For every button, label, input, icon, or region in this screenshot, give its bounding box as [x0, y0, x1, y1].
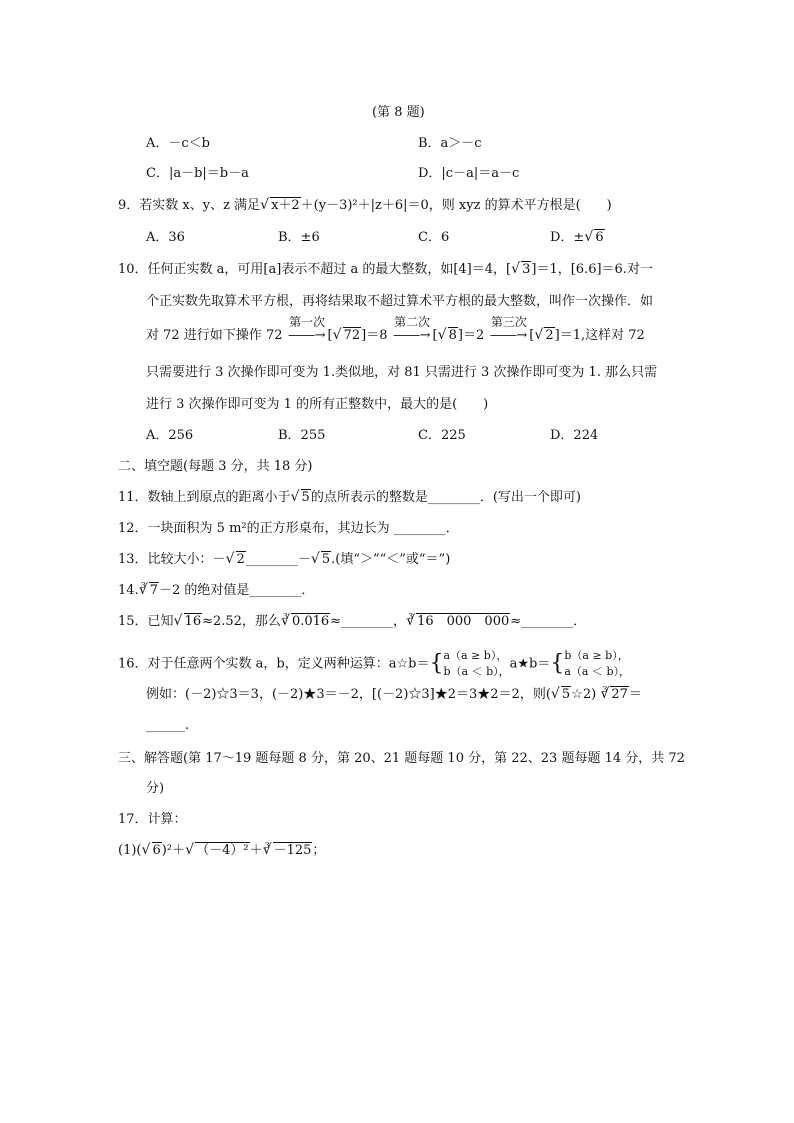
q10-line-3: [146, 315, 645, 345]
sqrt-radical: [292, 489, 311, 507]
q9-radicand: x＋2: [271, 198, 300, 213]
q16-pre: 16．对于任意两个实数 a，b，定义两种运算：a: [118, 656, 397, 672]
sqrt-radical: [334, 327, 362, 345]
q10-option-c: C．225: [418, 428, 466, 443]
radicand: －125: [273, 843, 312, 858]
q17-p1-b: ＋: [249, 843, 263, 858]
sqrt-radical: [312, 551, 331, 569]
left-brace-icon: {: [550, 651, 565, 676]
radicand: 0.016: [291, 614, 330, 629]
sqrt-radical: [552, 686, 571, 704]
figure-caption: (第 8 题): [372, 105, 425, 120]
radicand: 6: [152, 843, 161, 858]
q16-definition: [118, 648, 630, 680]
q14: [118, 582, 314, 600]
sqrt-radical: [186, 842, 249, 860]
root-index: 3: [282, 612, 289, 621]
q10-option-b: B．255: [278, 428, 326, 443]
root-index: 3: [408, 612, 414, 621]
bracket: [: [432, 328, 438, 343]
q10-line-1a: 10．任何正实数 a，可用[a]表示不超过 a 的最大整数，如[4]＝4，[: [118, 262, 512, 277]
arrow-label: 第三次: [490, 315, 527, 329]
sqrt-radical: [585, 229, 604, 247]
radicand: 72: [343, 328, 361, 343]
q14-post: －2 的绝对值是________．: [158, 583, 315, 598]
right-arrow-icon: ――→: [490, 328, 528, 343]
q10-line-2: 个正实数先取算术平方根，再将结果取不超过算术平方根的最大整数，叫作一次操作．如: [146, 294, 654, 309]
radicand: 5: [561, 687, 571, 702]
result: ]＝1,这样对 72: [554, 328, 645, 343]
sqrt-radical: [535, 327, 554, 345]
q16-mid: a: [509, 656, 518, 672]
q14-pre: 14.: [118, 583, 139, 598]
case-2: b（a ＜ b），: [443, 665, 510, 678]
q10-line-4: 只需要进行 3 次操作即可变为 1.类似地，对 81 只需进行 3 次操作即可变为 1. 那么只需: [146, 365, 658, 380]
sqrt-radical: [227, 551, 246, 569]
cube-root: [281, 613, 330, 631]
q16-eq: b＝: [408, 656, 430, 672]
cube-root: [139, 582, 159, 600]
bracket: [: [327, 328, 333, 343]
q17-title: 17．计算：: [118, 812, 187, 827]
radicand: 16 000 000: [417, 614, 510, 629]
q16-example-mid: ☆2): [571, 687, 601, 702]
cube-root: [263, 842, 313, 860]
q9-stem: [118, 197, 612, 215]
sqrt-radical: [143, 842, 162, 860]
q10-option-a: A．256: [146, 428, 194, 443]
q15-pre: 15．已知: [118, 614, 174, 629]
sqrt-radical: [175, 613, 203, 631]
q9-option-d-radicand: 6: [595, 230, 604, 245]
operation-arrow-2: [393, 315, 431, 345]
operation-arrow-3: [490, 315, 528, 345]
root-index: 3: [140, 581, 146, 590]
q9-stem-post: ＋(y－3)²＋|z＋6|＝0，则 xyz 的算术平方根是( ): [300, 198, 612, 213]
arrow-label: 第一次: [289, 315, 326, 329]
q17-p1-pre: (1)(: [118, 843, 142, 858]
q10-line-3a: 对 72 进行如下操作 72: [146, 328, 283, 343]
q10-option-d: D．224: [550, 428, 599, 443]
q10-radicand: 3: [522, 262, 531, 277]
q11: [118, 489, 581, 507]
q17-part-1: [118, 842, 325, 860]
q13-post: .(填“＞”“＜”或“＝”): [331, 552, 451, 567]
piecewise-2: [564, 648, 630, 680]
q15-mid1: ≈2.52，那么: [202, 614, 281, 629]
q10-line-5: 进行 3 次操作即可变为 1 的所有正整数中，最大的是( ): [146, 397, 489, 412]
q16-example: [146, 686, 642, 704]
case-2: a（a ＜ b），: [564, 665, 631, 678]
q9-option-a: A．36: [146, 230, 185, 245]
q13-mid: ________－: [245, 552, 311, 567]
operation-arrow-1: [288, 315, 326, 345]
q8-option-b: B．a＞－c: [418, 136, 482, 151]
radicand: 5: [321, 552, 331, 567]
arrow-label: 第二次: [394, 315, 431, 329]
result: ]＝8: [361, 328, 388, 343]
q16-eq2: b＝: [529, 656, 551, 672]
root-index: 3: [602, 685, 608, 694]
q12: 12．一块面积为 5 m²的正方形桌布，其边长为 ________．: [118, 521, 459, 536]
right-arrow-icon: ――→: [288, 328, 326, 343]
cube-root: [600, 686, 629, 704]
right-arrow-icon: ――→: [393, 328, 431, 343]
radicand: （－4）²: [196, 843, 249, 858]
q9-option-b: B．±6: [278, 230, 320, 245]
q10-line-1: [118, 261, 653, 279]
bracket: [: [529, 328, 535, 343]
q13: [118, 551, 450, 569]
q16-answer-blank: ______.: [146, 718, 190, 733]
q11-post: 的点所表示的整数是________．(写出一个即可): [310, 490, 581, 505]
q9-option-c: C．6: [418, 230, 450, 245]
radicand: 5: [301, 490, 310, 505]
result: ]＝2: [457, 328, 485, 343]
radicand: 7: [149, 583, 158, 598]
q10-line-1b: ]＝1，[6.6]＝6.对一: [531, 262, 653, 277]
q9-stem-pre: 9．若实数 x、y、z 满足: [118, 198, 261, 213]
q17-p1-a: )²＋: [161, 843, 186, 858]
q8-option-a: A．－c＜b: [146, 136, 210, 151]
sqrt-radical: [261, 197, 301, 215]
q11-pre: 11．数轴上到原点的距离小于: [118, 490, 291, 505]
left-brace-icon: {: [429, 651, 444, 676]
piecewise-1: [443, 648, 509, 680]
radicand: 2: [236, 552, 245, 567]
radicand: 27: [611, 687, 628, 702]
q13-pre: 13．比较大小：－: [118, 552, 226, 567]
radicand: 8: [448, 328, 457, 343]
sqrt-radical: [512, 261, 531, 279]
star-white-icon: ☆: [396, 656, 409, 672]
sqrt-radical: [439, 327, 458, 345]
root-index: 3: [264, 841, 270, 850]
case-1: a（a ≥ b），: [443, 649, 508, 662]
q16-example-post: ＝: [628, 687, 642, 702]
q15: [118, 613, 586, 631]
section-heading-solve: 三、解答题(第 17～19 题每题 8 分，第 20、21 题每题 10 分，第 22、23 题每题 14 分，共 72: [118, 751, 685, 766]
q9-option-d-pre: D．±: [550, 230, 585, 245]
case-1: b（a ≥ b），: [564, 649, 629, 662]
q17-p1-post: ；: [312, 843, 326, 858]
q8-option-d: D．|c－a|＝a－c: [418, 166, 520, 181]
q15-mid2: ≈________，: [330, 614, 407, 629]
q16-example-text: 例如：(－2)☆3＝3，(－2)★3＝－2，[(－2)☆3]★2＝3★2＝2，则(: [146, 687, 551, 702]
q9-option-d: [550, 229, 605, 247]
radicand: 2: [545, 328, 554, 343]
q15-post: ≈________．: [510, 614, 587, 629]
cube-root: [406, 613, 510, 631]
q8-option-c: C．|a－b|＝b－a: [146, 166, 249, 181]
radicand: 16: [184, 614, 202, 629]
section-heading-fill-in: 二、填空题(每题 3 分，共 18 分): [118, 459, 313, 474]
section-heading-solve-cont: 分): [146, 781, 165, 796]
star-black-icon: ★: [517, 656, 530, 672]
